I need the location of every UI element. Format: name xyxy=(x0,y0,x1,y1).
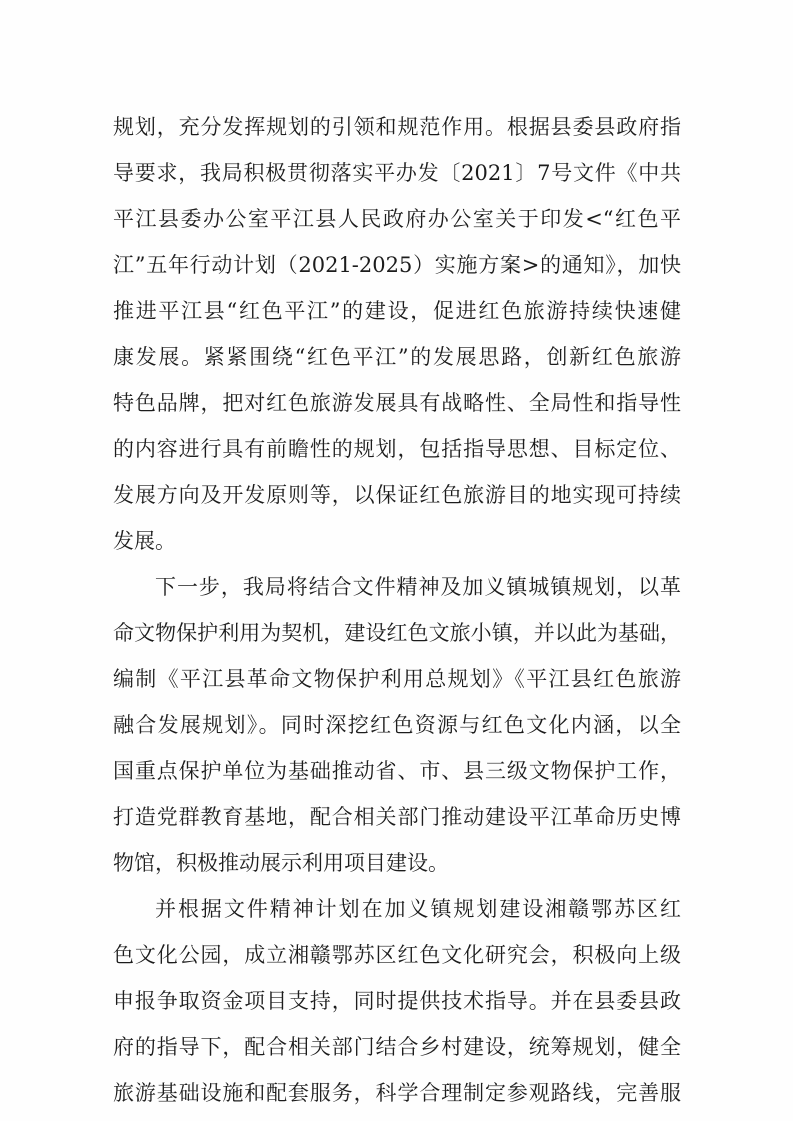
paragraph-start-line: 并根据文件精神计划在加义镇规划建设湘赣鄂苏区红 xyxy=(155,897,681,921)
text-line: 国重点保护单位为基础推动省、市、县三级文物保护工作， xyxy=(113,759,681,783)
text-line: 特色品牌，把对红色旅游发展具有战略性、全局性和指导性 xyxy=(113,391,681,415)
text-line: 物馆，积极推动展示利用项目建设。 xyxy=(113,851,449,875)
text-line: 府的指导下，配合相关部门结合乡村建设，统筹规划，健全 xyxy=(113,1035,681,1059)
text-line: 发展方向及开发原则等，以保证红色旅游目的地实现可持续 xyxy=(113,483,681,507)
text-line: 规划，充分发挥规划的引领和规范作用。根据县委县政府指 xyxy=(113,115,681,139)
text-line: 旅游基础设施和配套服务，科学合理制定参观路线，完善服 xyxy=(113,1081,681,1105)
body-text xyxy=(113,104,681,1116)
text-line: 的内容进行具有前瞻性的规划，包括指导思想、目标定位、 xyxy=(113,437,681,461)
text-line: 申报争取资金项目支持，同时提供技术指导。并在县委县政 xyxy=(113,989,681,1013)
text-line: 导要求，我局积极贯彻落实平办发〔2021〕7号文件《中共 xyxy=(113,161,681,185)
text-line: 推进平江县“红色平江”的建设，促进红色旅游持续快速健 xyxy=(113,299,681,323)
text-line: 色文化公园，成立湘赣鄂苏区红色文化研究会，积极向上级 xyxy=(113,943,681,967)
text-line: 江”五年行动计划（2021-2025）实施方案>的通知》，加快 xyxy=(113,253,681,277)
text-line: 融合发展规划》。同时深挖红色资源与红色文化内涵，以全 xyxy=(113,713,681,737)
text-line: 发展。 xyxy=(113,529,176,553)
text-line: 打造党群教育基地，配合相关部门推动建设平江革命历史博 xyxy=(113,805,681,829)
text-line: 命文物保护利用为契机，建设红色文旅小镇，并以此为基础， xyxy=(113,621,681,645)
paragraph-start-line: 下一步，我局将结合文件精神及加义镇城镇规划，以革 xyxy=(155,575,681,599)
text-line: 康发展。紧紧围绕“红色平江”的发展思路，创新红色旅游 xyxy=(113,345,681,369)
text-line: 平江县委办公室平江县人民政府办公室关于印发<“红色平 xyxy=(113,207,681,231)
text-line: 编制《平江县革命文物保护利用总规划》《平江县红色旅游 xyxy=(113,667,681,691)
